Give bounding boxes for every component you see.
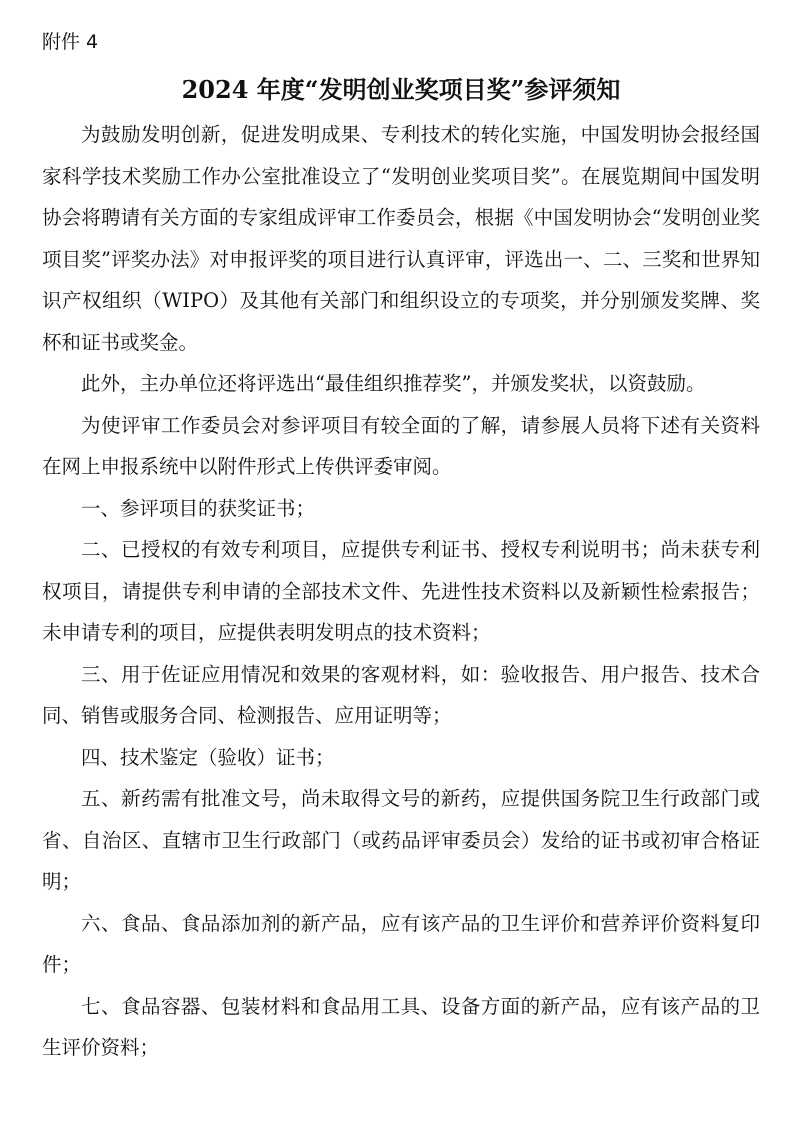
list-item-5-new-drug-approval: 五、新药需有批准文号，尚未取得文号的新药，应提供国务院卫生行政部门或省、自治区、直辖市卫生行政部门（或药品评审委员会）发给的证书或初审合格证明； <box>42 787 760 893</box>
attachment-label: 附件 4 <box>42 31 99 53</box>
paragraph-materials-request: 为使评审工作委员会对参评项目有较全面的了解，请参展人员将下述有关资料在网上申报系统中以附件形式上传供评委审阅。 <box>42 413 760 478</box>
list-item-7-food-containers: 七、食品容器、包装材料和食品用工具、设备方面的新产品，应有该产品的卫生评价资料； <box>42 994 760 1059</box>
list-item-6-food-products: 六、食品、食品添加剂的新产品，应有该产品的卫生评价和营养评价资料复印件； <box>42 911 760 976</box>
paragraph-intro: 为鼓励发明创新，促进发明成果、专利技术的转化实施，中国发明协会报经国家科学技术奖励工作办公室批准设立了“发明创业奖项目奖”。在展览期间中国发明协会将聘请有关方面的专家组成评审工作委员会，根据《中国发明协会“发明创业奖项目奖”评奖办法》对申报评奖的项目进行认真评审，评选出一、二、三奖和世界知识产权组织（WIPO）及其他有关部门和组织设立的专项奖，并分别颁发奖牌、奖杯和证书或奖金。 <box>42 123 760 354</box>
list-item-2-patent-documents: 二、已授权的有效专利项目，应提供专利证书、授权专利说明书；尚未获专利权项目，请提供专利申请的全部技术文件、先进性技术资料以及新颖性检索报告；未申请专利的项目，应提供表明发明点的技术资料； <box>42 538 760 644</box>
paragraph-best-organization-award: 此外，主办单位还将评选出“最佳组织推荐奖”，并颁发奖状，以资鼓励。 <box>81 372 706 395</box>
list-item-3-application-evidence: 三、用于佐证应用情况和效果的客观材料，如：验收报告、用户报告、技术合同、销售或服务合同、检测报告、应用证明等； <box>42 662 760 727</box>
list-item-1-award-certificate: 一、参评项目的获奖证书； <box>81 496 316 520</box>
list-item-4-appraisal-certificate: 四、技术鉴定（验收）证书； <box>81 745 335 769</box>
document-title: 2024 年度“发明创业奖项目奖”参评须知 <box>181 75 621 104</box>
